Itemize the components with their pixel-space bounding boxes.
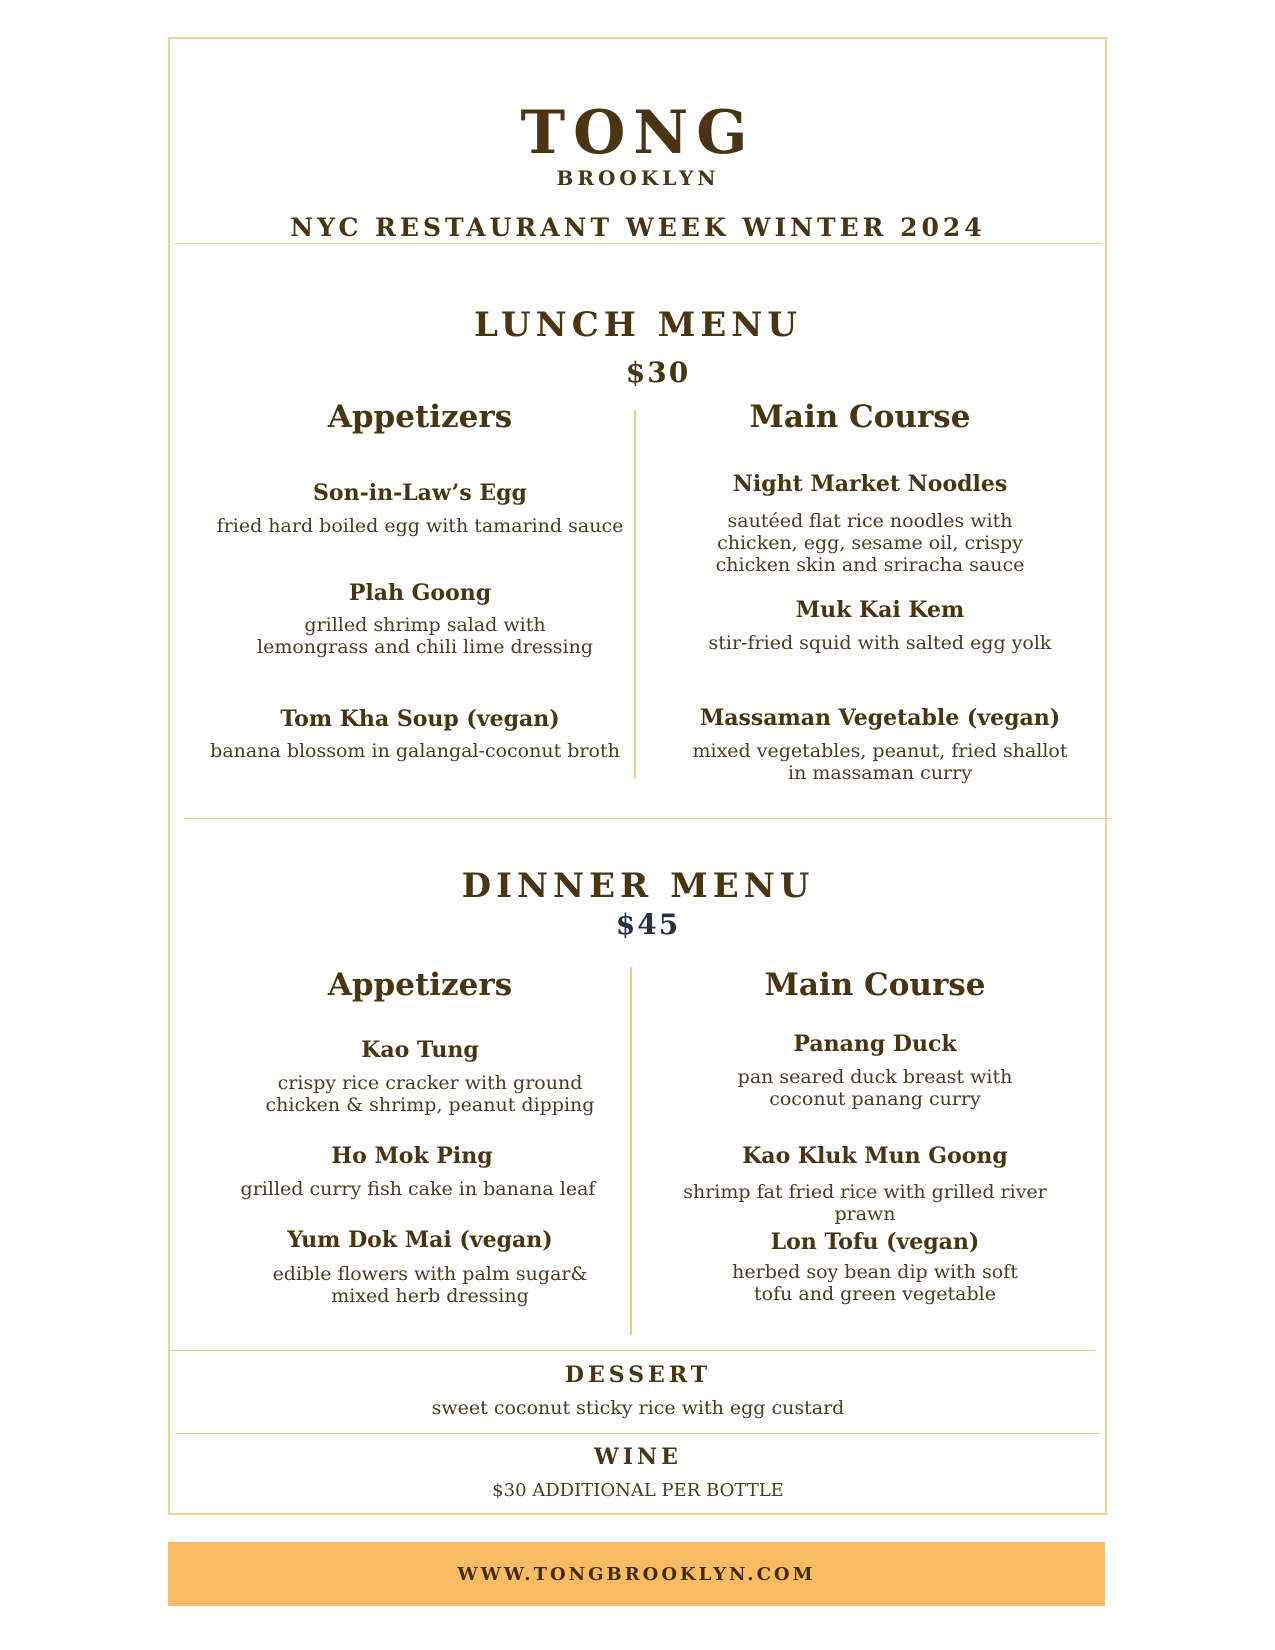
lunch-appetizer-3-desc: banana blossom in galangal-coconut broth <box>210 740 620 762</box>
lunch-main-course-heading: Main Course <box>749 399 971 435</box>
dinner-appetizer-3-name: Yum Dok Mai (vegan) <box>287 1227 553 1253</box>
brand-location: BROOKLYN <box>556 166 720 190</box>
lunch-main-1-name: Night Market Noodles <box>732 471 1008 497</box>
lunch-price: $30 <box>625 356 691 389</box>
dinner-appetizers-heading: Appetizers <box>327 967 513 1003</box>
dinner-column-divider <box>630 967 632 1335</box>
dinner-main-1-desc: pan seared duck breast with coconut panang curry <box>737 1066 1013 1110</box>
lunch-main-3-desc: mixed vegetables, peanut, fried shallot in massaman curry <box>692 740 1068 784</box>
footer-bar <box>168 1542 1105 1606</box>
wine-desc: $30 ADDITIONAL PER BOTTLE <box>492 1480 784 1501</box>
brand-name: TONG <box>520 98 756 168</box>
dinner-main-2-name: Kao Kluk Mun Goong <box>742 1143 1008 1169</box>
lunch-appetizer-1-desc: fried hard boiled egg with tamarind sauce <box>216 515 624 537</box>
dinner-menu-title: DINNER MENU <box>461 866 815 906</box>
lunch-menu-title: LUNCH MENU <box>473 305 803 345</box>
dinner-main-3-desc: herbed soy bean dip with soft tofu and green vegetable <box>732 1261 1018 1305</box>
lunch-appetizer-2-name: Plah Goong <box>348 580 492 606</box>
dessert-top-divider <box>170 1350 1095 1351</box>
dinner-appetizer-1-desc: crispy rice cracker with ground chicken & shrimp, peanut dipping <box>265 1072 595 1116</box>
dinner-main-3-name: Lon Tofu (vegan) <box>770 1229 980 1255</box>
dessert-title: DESSERT <box>564 1362 712 1388</box>
dinner-main-1-name: Panang Duck <box>793 1031 957 1057</box>
lunch-main-2-desc: stir-fried squid with salted egg yolk <box>708 632 1052 654</box>
lunch-main-3-name: Massaman Vegetable (vegan) <box>699 705 1061 731</box>
lunch-appetizers-heading: Appetizers <box>327 399 513 435</box>
lunch-main-1-desc: sautéed flat rice noodles with chicken, egg, sesame oil, crispy chicken skin and sriracha sauce <box>715 510 1025 576</box>
lunch-column-divider <box>634 410 636 778</box>
lunch-appetizer-1-name: Son-in-Law’s Egg <box>313 480 527 506</box>
dinner-main-2-desc: shrimp fat fried rice with grilled river prawn <box>683 1181 1047 1225</box>
dinner-appetizer-1-name: Kao Tung <box>361 1037 479 1063</box>
wine-title: WINE <box>594 1444 682 1470</box>
event-title: NYC RESTAURANT WEEK WINTER 2024 <box>290 213 986 242</box>
dinner-appetizer-2-desc: grilled curry fish cake in banana leaf <box>240 1178 596 1200</box>
lunch-main-2-name: Muk Kai Kem <box>795 597 965 623</box>
dessert-desc: sweet coconut sticky rice with egg custard <box>431 1397 845 1419</box>
dinner-appetizer-2-name: Ho Mok Ping <box>331 1143 493 1169</box>
lunch-dinner-divider <box>185 818 1111 819</box>
lunch-appetizer-2-desc: grilled shrimp salad with lemongrass and chili lime dressing <box>257 614 593 658</box>
header-divider <box>175 243 1101 244</box>
dinner-price: $45 <box>615 908 681 941</box>
wine-top-divider <box>175 1433 1101 1434</box>
dinner-main-course-heading: Main Course <box>764 967 986 1003</box>
lunch-appetizer-3-name: Tom Kha Soup (vegan) <box>280 706 560 732</box>
dinner-appetizer-3-desc: edible flowers with palm sugar& mixed herb dressing <box>272 1263 588 1307</box>
website-link[interactable]: WWW.TONGBROOKLYN.COM <box>457 1564 816 1585</box>
